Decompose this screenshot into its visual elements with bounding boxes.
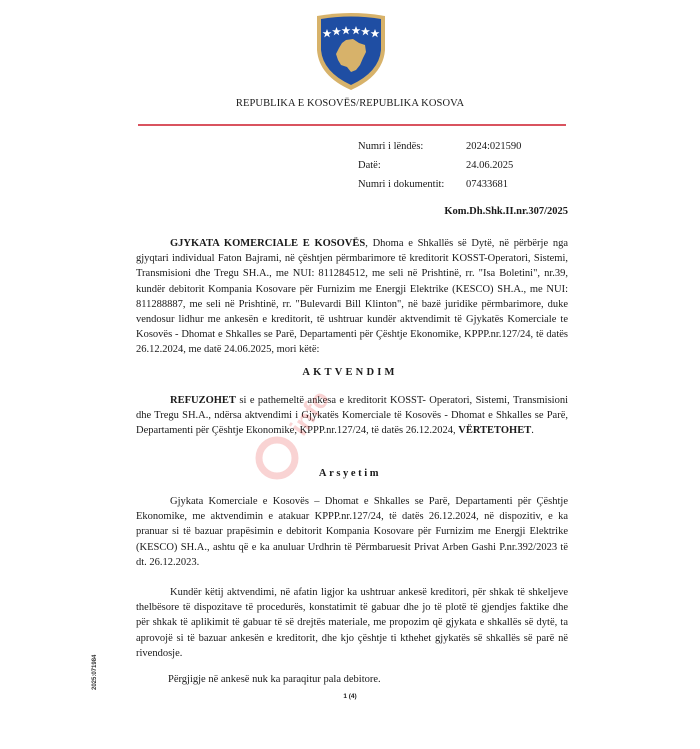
reference-number: Kom.Dh.Shk.II.nr.307/2025 xyxy=(444,206,568,217)
ruling-heading: AKTVENDIM xyxy=(302,367,398,378)
meta-label: Datë: xyxy=(358,160,381,171)
case-number-row xyxy=(358,139,521,158)
svg-text:info: info xyxy=(283,384,336,441)
case-meta-table xyxy=(358,139,521,196)
document-number-row xyxy=(358,177,521,196)
meta-label: Numri i dokumentit: xyxy=(358,179,445,190)
meta-label: Numri i lëndës: xyxy=(358,141,424,152)
case-number-value: 2024:021590 xyxy=(466,141,522,152)
intro-text: , Dhoma e Shkallës së Dytë, në përbërje nga gjyqtari individual Faton Bajrami, në çështjen përmbarimore të kreditorit KOSST-Operatori, Sistemi, Transmisioni dhe Tregu SH.A., me NUI: 811284512, me seli në Prishtinë, rr. "Isa Boletini", nr.39, kundër debitorit Kompania Kosovare për Furnizim me Energji Elektrike (KESCO) SH.A., me NUI: 811288887, me seli në Prishtinë, rr. "Bulevardi Bill Klinton", në bazë juridike përmbarimore, duke vendosur lidhur me ankesën e kreditorit, të ushtruar kundër aktvendimit të Gjykatës Komerciale te Kosovës - Dhomat e Shkalles se Parë, Departamenti për Çështje Ekonomike, KPPP.nr.127/24, të datës 26.12.2024, me datë 24.06.2025, mori këtë: xyxy=(136,238,568,356)
ruling-end: . xyxy=(531,425,534,437)
side-document-code: 2025:071984 xyxy=(92,654,98,690)
reasoning-paragraph-3: Përgjigje në ankesë nuk ka paraqitur pala debitore. xyxy=(168,674,381,685)
ruling-lead: REFUZOHET xyxy=(170,395,236,406)
republic-title: REPUBLIKA E KOSOVËS/REPUBLIKA KOSOVA xyxy=(235,98,465,109)
intro-paragraph xyxy=(136,236,568,358)
kosovo-emblem-icon xyxy=(313,10,389,92)
date-row xyxy=(358,158,521,177)
reasoning-paragraph-1: Gjykata Komerciale e Kosovës – Dhomat e Shkalles se Parë, Departamenti për Çështje Ekonomike, me aktvendimin e atakuar KPPP.nr.127/24, të datës 26.12.2024, në dispozitiv, e ka pranuar si të bazuar prapësimin e debitorit Kompania Kosovare për Furnizim me Energji Elektrike (KESCO) SH.A., ashtu që e ka anuluar Urdhrin të Përmbaruesit Privat Arben Gashi P.nr.392/2023 të dt. 26.12.2023. xyxy=(136,496,568,568)
ruling-tail: VËRTETOHET xyxy=(458,425,532,437)
reasoning-heading: Arsyetim xyxy=(318,468,382,479)
date-value: 24.06.2025 xyxy=(466,160,514,171)
document-number-value: 07433681 xyxy=(466,179,508,190)
ruling-paragraph xyxy=(136,393,568,439)
reasoning-paragraph-2: Kundër këtij aktvendimi, në afatin ligjor ka ushtruar ankesë kreditori, për shkak të shkeljeve thelbësore të dispozitave të procedurës, konstatimit të gabuar dhe jo të plotë të gjendjes faktike dhe për shkak të aplikimit të gabuar të së drejtës materiale, me propozim që gjykata e shkallës së dytë, ta aprovojë si të bazuar ankesën e kreditorit, dhe kjo çështje ti kthehet gjykatës së shkallës së parë në rivendosje. xyxy=(136,587,568,659)
court-name: GJYKATA KOMERCIALE E KOSOVËS xyxy=(170,238,366,249)
header-divider xyxy=(138,124,566,126)
page-number: 1 (4) xyxy=(343,693,357,700)
ruling-text: si e pathemeltë ankesa e kreditorit KOSST- Operatori, Sistemi, Transmisioni dhe Tregu SH.A., ndërsa aktvendimi i Gjykatës Komerciale të Kosovës - Dhomat e Shkalles se Parë, Departamenti për Çështje Ekonomike, KPPP.nr.127/24, të datës 26.12.2024, xyxy=(136,395,568,437)
